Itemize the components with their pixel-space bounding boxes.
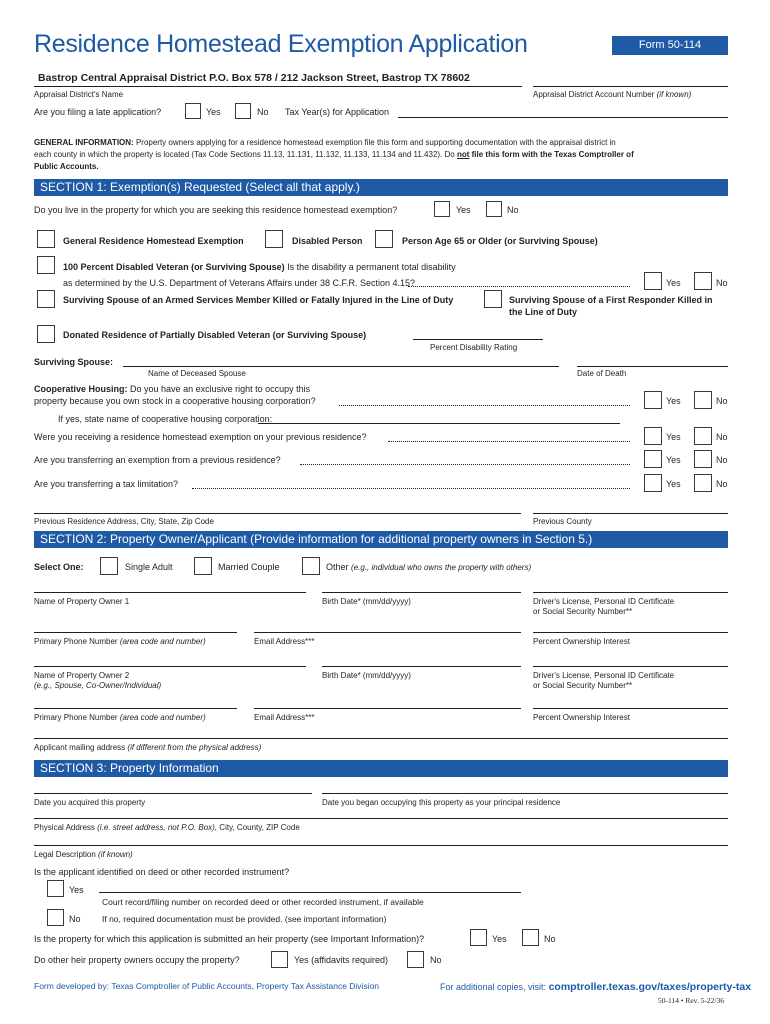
owner1-birth-caption: Birth Date* (mm/dd/yyyy) <box>322 597 411 606</box>
physical-address-caption: Physical Address (i.e. street address, not P.O. Box), City, County, ZIP Code <box>34 823 300 832</box>
disabled-person-checkbox[interactable] <box>265 230 283 248</box>
transfer-no-checkbox[interactable] <box>694 450 712 468</box>
coop-yes-label: Yes <box>666 396 681 406</box>
limitation-no-label: No <box>716 479 728 489</box>
coop-question-2: property because you own stock in a cooperative housing corporation? <box>34 396 316 406</box>
heir-occupy-yes-checkbox[interactable] <box>271 951 288 968</box>
coop-name-field[interactable] <box>258 423 620 424</box>
section3-header: SECTION 3: Property Information <box>34 760 728 777</box>
surviving-spouse-label: Surviving Spouse: <box>34 357 114 367</box>
previous-yes-label: Yes <box>666 432 681 442</box>
previous-no-checkbox[interactable] <box>694 427 712 445</box>
tax-years-label: Tax Year(s) for Application <box>285 107 390 117</box>
owner1-phone-caption: Primary Phone Number (area code and number) <box>34 637 206 646</box>
acquired-date-field[interactable] <box>34 793 312 794</box>
deed-yes-checkbox[interactable] <box>47 880 64 897</box>
heir-occupy-yes-label: Yes (affidavits required) <box>294 955 389 965</box>
tax-years-field[interactable] <box>398 117 728 118</box>
general-info-line2: each county in which the property is located (Tax Code Sections 11.13, 11.131, 11.132, 11.133, 11.134 and 11.432). Do not file this form with the Texas Comptroller of <box>34 150 634 159</box>
transfer-no-label: No <box>716 455 728 465</box>
occupying-date-field[interactable] <box>322 793 728 794</box>
owner1-name-caption: Name of Property Owner 1 <box>34 597 130 606</box>
armed-services-label: Surviving Spouse of an Armed Services Member Killed or Fatally Injured in the Line of Duty <box>63 295 454 305</box>
late-no-label: No <box>257 107 269 117</box>
owner2-license-field[interactable] <box>533 666 728 667</box>
age65-label: Person Age 65 or Older (or Surviving Spouse) <box>402 236 598 246</box>
section1-header: SECTION 1: Exemption(s) Requested (Select all that apply.) <box>34 179 728 196</box>
coop-no-label: No <box>716 396 728 406</box>
heir-occupy-no-checkbox[interactable] <box>407 951 424 968</box>
live-question: Do you live in the property for which you are seeking this residence homestead exemption? <box>34 205 398 215</box>
owner2-email-caption: Email Address*** <box>254 713 315 722</box>
veteran-yes-checkbox[interactable] <box>644 272 662 290</box>
heir-no-checkbox[interactable] <box>522 929 539 946</box>
previous-exemption-question: Were you receiving a residence homestead exemption on your previous residence? <box>34 432 367 442</box>
heir-occupy-no-label: No <box>430 955 442 965</box>
heir-property-question: Is the property for which this application is submitted an heir property (see Important Information)? <box>34 934 425 944</box>
legal-description-field[interactable] <box>34 845 728 846</box>
owner1-phone-field[interactable] <box>34 632 237 633</box>
footer-developed-by: Form developed by: Texas Comptroller of Public Accounts, Property Tax Assistance Division <box>34 981 380 991</box>
occupying-date-caption: Date you began occupying this property as your principal residence <box>322 798 561 807</box>
owner2-name-note: (e.g., Spouse, Co-Owner/Individual) <box>34 681 162 690</box>
percent-disability-caption: Percent Disability Rating <box>430 343 518 352</box>
section2-header: SECTION 2: Property Owner/Applicant (Provide information for additional property owners in Section 5.) <box>34 531 728 548</box>
heir-occupy-question: Do other heir property owners occupy the property? <box>34 955 240 965</box>
court-record-caption: Court record/filing number on recorded deed or other recorded instrument, if available <box>102 897 424 907</box>
deed-question: Is the applicant identified on deed or other recorded instrument? <box>34 867 290 877</box>
live-yes-checkbox[interactable] <box>434 201 450 217</box>
owner2-phone-caption: Primary Phone Number (area code and number) <box>34 713 206 722</box>
veteran-no-label: No <box>716 278 728 288</box>
previous-county-field[interactable] <box>533 513 728 514</box>
page-title: Residence Homestead Exemption Application <box>34 30 528 58</box>
select-one-label: Select One: <box>34 562 84 572</box>
limitation-yes-checkbox[interactable] <box>644 474 662 492</box>
acquired-date-caption: Date you acquired this property <box>34 798 146 807</box>
previous-exemption-dots <box>388 441 630 442</box>
general-exemption-label: General Residence Homestead Exemption <box>63 236 244 246</box>
tax-limitation-dots <box>192 488 630 489</box>
late-no-checkbox[interactable] <box>235 103 251 119</box>
owner2-percent-field[interactable] <box>533 708 728 709</box>
owner1-license-field[interactable] <box>533 592 728 593</box>
legal-description-caption: Legal Description (if known) <box>34 850 133 859</box>
general-exemption-checkbox[interactable] <box>37 230 55 248</box>
form-number-badge: Form 50-114 <box>612 36 728 55</box>
heir-yes-checkbox[interactable] <box>470 929 487 946</box>
general-info-line1: GENERAL INFORMATION: Property owners applying for a residence homestead exemption file this form and supporting documentation with the appraisal district in <box>34 138 616 147</box>
footer-url-link[interactable]: comptroller.texas.gov/taxes/property-tax <box>548 981 752 993</box>
coop-dots <box>339 405 630 406</box>
owner2-license-caption-1: Driver's License, Personal ID Certificate <box>533 671 675 680</box>
footer-copies: For additional copies, visit: comptroller.texas.gov/taxes/property-tax <box>440 981 752 993</box>
owner2-name-caption: Name of Property Owner 2 <box>34 671 130 680</box>
district-name-line <box>34 86 522 87</box>
physical-address-field[interactable] <box>34 818 728 819</box>
married-couple-checkbox[interactable] <box>194 557 212 575</box>
live-yes-label: Yes <box>456 205 471 215</box>
owner1-birth-field[interactable] <box>322 592 521 593</box>
first-responder-label-2: the Line of Duty <box>509 307 577 317</box>
mailing-address-caption: Applicant mailing address (if different from the physical address) <box>34 743 262 752</box>
percent-disability-field[interactable] <box>413 339 543 340</box>
coop-no-checkbox[interactable] <box>694 391 712 409</box>
donated-residence-label: Donated Residence of Partially Disabled Veteran (or Surviving Spouse) <box>63 330 367 340</box>
owner1-license-caption-2: or Social Security Number** <box>533 607 633 616</box>
previous-address-field[interactable] <box>34 513 521 514</box>
live-no-label: No <box>507 205 519 215</box>
age65-checkbox[interactable] <box>375 230 393 248</box>
single-adult-label: Single Adult <box>125 562 173 572</box>
general-info-line3: Public Accounts. <box>34 162 99 171</box>
owner2-birth-caption: Birth Date* (mm/dd/yyyy) <box>322 671 411 680</box>
owner1-name-field[interactable] <box>34 592 306 593</box>
deceased-spouse-field[interactable] <box>123 366 559 367</box>
previous-yes-checkbox[interactable] <box>644 427 662 445</box>
donated-residence-checkbox[interactable] <box>37 325 55 343</box>
deed-no-note: If no, required documentation must be provided. (see important information) <box>102 914 387 924</box>
veteran-question: as determined by the U.S. Department of Veterans Affairs under 38 C.F.R. Section 4.15? <box>63 278 416 288</box>
owner2-license-caption-2: or Social Security Number** <box>533 681 633 690</box>
footer-revision: 50-114 • Rev. 5-22/36 <box>658 996 725 1005</box>
owner2-birth-field[interactable] <box>322 666 521 667</box>
court-record-field[interactable] <box>99 892 521 893</box>
limitation-no-checkbox[interactable] <box>694 474 712 492</box>
late-yes-label: Yes <box>206 107 221 117</box>
live-no-checkbox[interactable] <box>486 201 502 217</box>
owner2-percent-caption: Percent Ownership Interest <box>533 713 630 722</box>
tax-limitation-question: Are you transferring a tax limitation? <box>34 479 179 489</box>
owner2-phone-field[interactable] <box>34 708 237 709</box>
district-name: Bastrop Central Appraisal District P.O. Box 578 / 212 Jackson Street, Bastrop TX 78602 <box>38 72 470 84</box>
date-of-death-field[interactable] <box>577 366 728 367</box>
deed-no-label: No <box>69 914 81 924</box>
previous-address-caption: Previous Residence Address, City, State, Zip Code <box>34 517 214 526</box>
other-owner-checkbox[interactable] <box>302 557 320 575</box>
owner1-percent-field[interactable] <box>533 632 728 633</box>
veteran-yes-label: Yes <box>666 278 681 288</box>
account-number-caption: Appraisal District Account Number (if known) <box>533 90 692 99</box>
date-of-death-caption: Date of Death <box>577 369 627 378</box>
owner1-email-field[interactable] <box>254 632 521 633</box>
heir-yes-label: Yes <box>492 934 507 944</box>
owner1-percent-caption: Percent Ownership Interest <box>533 637 630 646</box>
limitation-yes-label: Yes <box>666 479 681 489</box>
mailing-address-field[interactable] <box>34 738 728 739</box>
owner2-email-field[interactable] <box>254 708 521 709</box>
deceased-spouse-caption: Name of Deceased Spouse <box>148 369 246 378</box>
previous-county-caption: Previous County <box>533 517 592 526</box>
district-name-caption: Appraisal District's Name <box>34 90 124 99</box>
other-owner-label: Other (e.g., individual who owns the property with others) <box>326 562 532 572</box>
veteran-checkbox[interactable] <box>37 256 55 274</box>
owner1-license-caption-1: Driver's License, Personal ID Certificate <box>533 597 675 606</box>
veteran-no-checkbox[interactable] <box>694 272 712 290</box>
veteran-label: 100 Percent Disabled Veteran (or Surviving Spouse) Is the disability a permanent total disability <box>63 262 456 272</box>
first-responder-label-1: Surviving Spouse of a First Responder Killed in <box>509 295 713 305</box>
transfer-exemption-dots <box>300 464 630 465</box>
owner2-name-field[interactable] <box>34 666 306 667</box>
disabled-person-label: Disabled Person <box>292 236 363 246</box>
transfer-yes-label: Yes <box>666 455 681 465</box>
coop-name-label: If yes, state name of cooperative housing corporation: <box>58 414 273 424</box>
late-yes-checkbox[interactable] <box>185 103 201 119</box>
single-adult-checkbox[interactable] <box>100 557 118 575</box>
armed-services-checkbox[interactable] <box>37 290 55 308</box>
heir-no-label: No <box>544 934 556 944</box>
deed-no-checkbox[interactable] <box>47 909 64 926</box>
account-number-line[interactable] <box>533 86 728 87</box>
previous-no-label: No <box>716 432 728 442</box>
married-couple-label: Married Couple <box>218 562 280 572</box>
veteran-dots <box>408 286 630 287</box>
owner1-email-caption: Email Address*** <box>254 637 315 646</box>
transfer-yes-checkbox[interactable] <box>644 450 662 468</box>
transfer-exemption-question: Are you transferring an exemption from a previous residence? <box>34 455 281 465</box>
deed-yes-label: Yes <box>69 885 84 895</box>
coop-yes-checkbox[interactable] <box>644 391 662 409</box>
late-application-question: Are you filing a late application? <box>34 107 162 117</box>
coop-question-1: Cooperative Housing: Do you have an exclusive right to occupy this <box>34 384 311 394</box>
first-responder-checkbox[interactable] <box>484 290 502 308</box>
